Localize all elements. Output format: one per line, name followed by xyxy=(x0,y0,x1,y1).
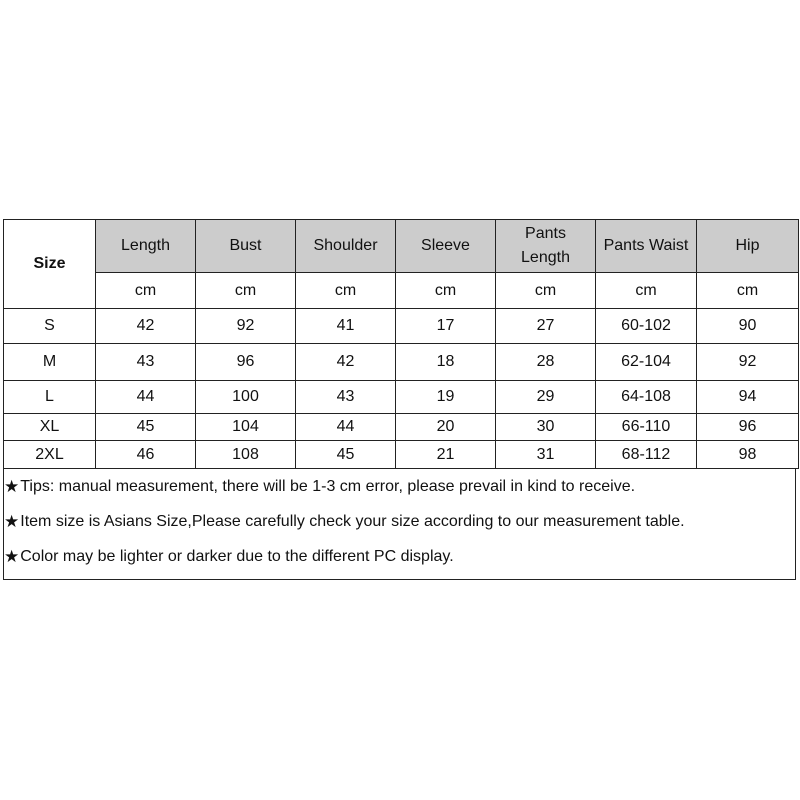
table-cell: 20 xyxy=(396,414,496,441)
table-cell: 62-104 xyxy=(596,344,697,381)
table-cell: 68-112 xyxy=(596,441,697,469)
pants-length-label: Pants Length xyxy=(521,225,570,266)
note-color xyxy=(4,539,795,574)
unit-row xyxy=(4,273,799,309)
table-cell: 30 xyxy=(496,414,596,441)
size-cell: S xyxy=(4,309,96,344)
unit-cell: cm xyxy=(396,273,496,309)
unit-cell: cm xyxy=(697,273,799,309)
table-cell: 27 xyxy=(496,309,596,344)
size-chart xyxy=(3,219,798,580)
notes-box xyxy=(3,469,796,580)
column-header-sleeve: Sleeve xyxy=(396,220,496,273)
table-cell: 28 xyxy=(496,344,596,381)
star-icon: ★ xyxy=(4,477,20,496)
size-header: Size xyxy=(4,220,96,309)
column-header-length: Length xyxy=(96,220,196,273)
table-cell: 29 xyxy=(496,381,596,414)
size-cell: 2XL xyxy=(4,441,96,469)
size-cell: XL xyxy=(4,414,96,441)
table-cell: 31 xyxy=(496,441,596,469)
table-cell: 96 xyxy=(196,344,296,381)
table-cell: 42 xyxy=(96,309,196,344)
column-header-bust: Bust xyxy=(196,220,296,273)
table-row xyxy=(4,309,799,344)
table-cell: 100 xyxy=(196,381,296,414)
table-cell: 44 xyxy=(96,381,196,414)
table-cell: 92 xyxy=(697,344,799,381)
size-cell: M xyxy=(4,344,96,381)
table-row xyxy=(4,414,799,441)
table-row xyxy=(4,381,799,414)
table-cell: 98 xyxy=(697,441,799,469)
table-cell: 41 xyxy=(296,309,396,344)
table-cell: 64-108 xyxy=(596,381,697,414)
note-text: Tips: manual measurement, there will be 1-3 cm error, please prevail in kind to receive. xyxy=(20,478,636,495)
table-cell: 104 xyxy=(196,414,296,441)
table-cell: 94 xyxy=(697,381,799,414)
table-cell: 21 xyxy=(396,441,496,469)
note-text: Item size is Asians Size,Please carefully check your size according to our measurement table. xyxy=(20,513,685,530)
table-cell: 17 xyxy=(396,309,496,344)
star-icon: ★ xyxy=(4,547,20,566)
table-cell: 60-102 xyxy=(596,309,697,344)
header-row xyxy=(4,220,799,273)
column-header-pants-waist: Pants Waist xyxy=(596,220,697,273)
note-tips xyxy=(4,469,795,504)
column-header-pants-length xyxy=(496,220,596,273)
table-cell: 96 xyxy=(697,414,799,441)
unit-cell: cm xyxy=(96,273,196,309)
table-cell: 44 xyxy=(296,414,396,441)
table-cell: 43 xyxy=(96,344,196,381)
table-cell: 66-110 xyxy=(596,414,697,441)
note-text: Color may be lighter or darker due to the different PC display. xyxy=(20,548,454,565)
table-cell: 43 xyxy=(296,381,396,414)
unit-cell: cm xyxy=(596,273,697,309)
table-row xyxy=(4,344,799,381)
size-cell: L xyxy=(4,381,96,414)
note-asian-size xyxy=(4,504,795,539)
table-cell: 18 xyxy=(396,344,496,381)
star-icon: ★ xyxy=(4,512,20,531)
table-cell: 90 xyxy=(697,309,799,344)
table-cell: 108 xyxy=(196,441,296,469)
size-table xyxy=(3,219,799,469)
unit-cell: cm xyxy=(196,273,296,309)
table-cell: 45 xyxy=(296,441,396,469)
table-cell: 19 xyxy=(396,381,496,414)
table-row xyxy=(4,441,799,469)
table-cell: 92 xyxy=(196,309,296,344)
table-cell: 42 xyxy=(296,344,396,381)
unit-cell: cm xyxy=(496,273,596,309)
column-header-hip: Hip xyxy=(697,220,799,273)
table-cell: 46 xyxy=(96,441,196,469)
column-header-shoulder: Shoulder xyxy=(296,220,396,273)
table-cell: 45 xyxy=(96,414,196,441)
unit-cell: cm xyxy=(296,273,396,309)
